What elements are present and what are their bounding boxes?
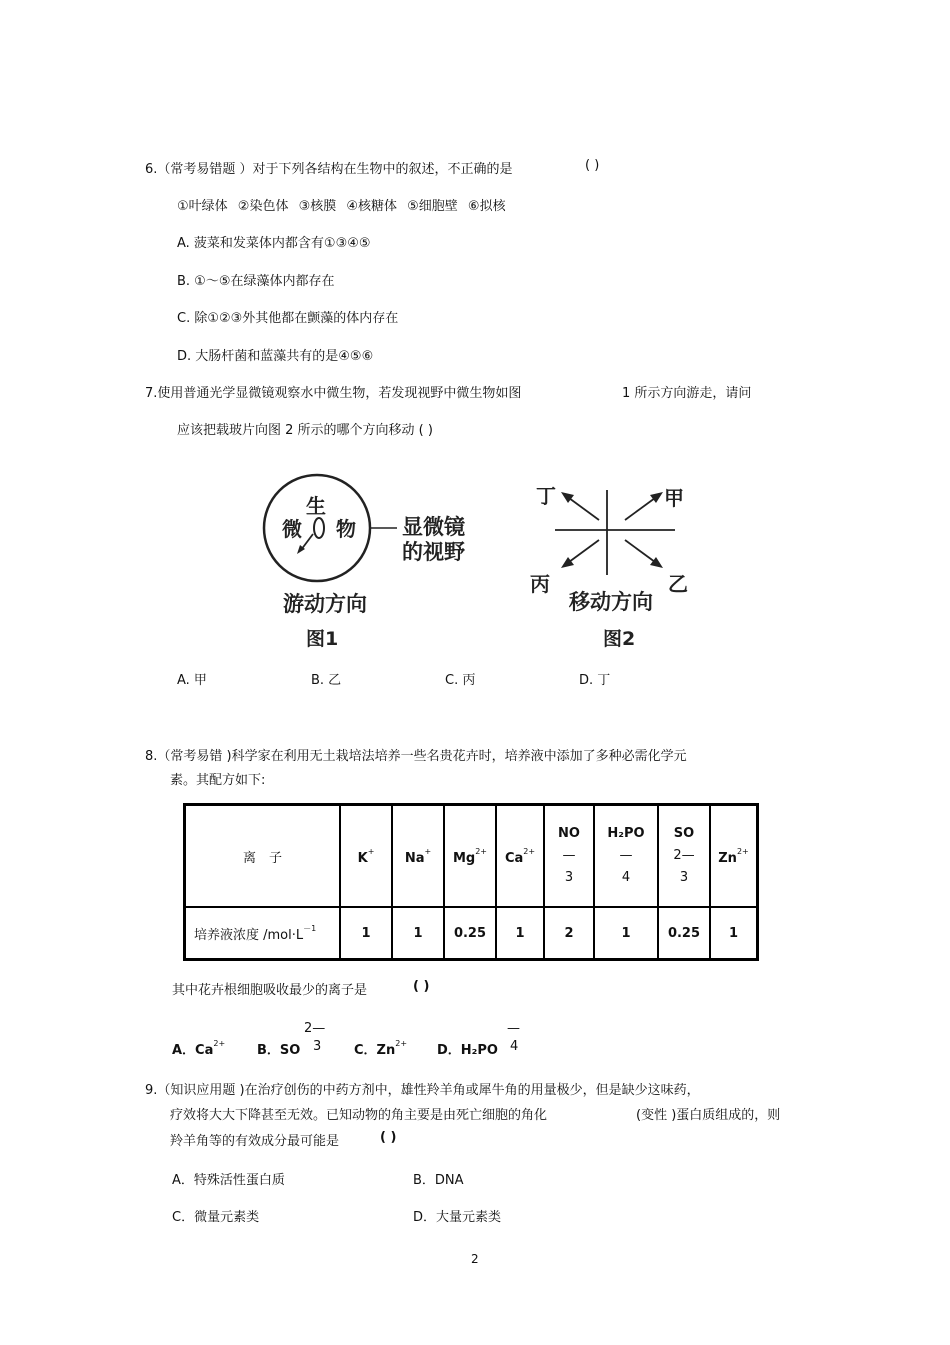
q6-option-d: D. 大肠杆菌和蓝藻共有的是④⑤⑥	[177, 349, 374, 364]
q8-option-a-text: A．Ca	[172, 1043, 214, 1058]
q7-option-d: D. 丁	[579, 673, 611, 688]
concentration-value: 1	[496, 907, 544, 960]
q7-line1a: 7.使用普通光学显微镜观察水中微生物，若发现视野中微生物如图	[145, 386, 522, 401]
concentration-value: 1	[594, 907, 658, 960]
q7-option-a: A. 甲	[177, 673, 207, 688]
q8-option-b-subscript: 3	[313, 1039, 322, 1054]
fig2-char-jia: 甲	[664, 486, 684, 510]
q9-option-b: B．DNA	[413, 1173, 464, 1188]
ion-charge: 2+	[475, 846, 488, 856]
q7-line1b: 1 所示方向游走，请问	[622, 386, 752, 401]
fig1-label-microscope: 显微镜	[402, 515, 465, 539]
fig2-char-yi: 乙	[668, 572, 688, 596]
q9-line1: 9.（知识应用题 )在治疗创伤的中药方剂中，雄性羚羊角或犀牛角的用量极少，但是缺少这味药，	[145, 1083, 700, 1098]
ion-name: Mg	[452, 850, 476, 866]
ion-cell	[658, 805, 710, 908]
q9-option-c: C．微量元素类	[172, 1210, 260, 1225]
fig2-char-bing: 丙	[530, 572, 550, 596]
q7-option-b: B. 乙	[311, 673, 342, 688]
q8-question: 其中花卉根细胞吸收最少的离子是	[172, 983, 368, 998]
ion-cell	[544, 805, 594, 908]
q9-line2a: 疗效将大大下降甚至无效。已知动物的角主要是由死亡细胞的角化	[170, 1108, 548, 1123]
concentration-value: 0.25	[444, 907, 496, 960]
fig2-caption: 移动方向	[569, 590, 653, 614]
concentration-label-cell	[185, 907, 341, 960]
concentration-value: 2	[544, 907, 594, 960]
q8-line1: 8.（常考易错 )科学家在利用无土栽培法培养一些名贵花卉时，培养液中添加了多种必需化学元	[145, 749, 687, 764]
fig2-char-ding: 丁	[536, 484, 556, 508]
ion-cell	[444, 805, 496, 908]
q8-option-b-charge: 2—	[304, 1021, 326, 1036]
q6-stem: 6.（常考易错题 ）对于下列各结构在生物中的叙述，不正确的是	[145, 162, 513, 177]
ion-table-concentration-row	[185, 907, 758, 960]
ion-cell	[594, 805, 658, 908]
fig1-char-wu: 物	[336, 517, 356, 541]
q7-line2: 应该把载玻片向图 2 所示的哪个方向移动 ( )	[177, 423, 433, 438]
q6-blank: ( )	[585, 158, 600, 173]
q6-option-c: C. 除①②③外其他都在颤藻的体内存在	[177, 311, 399, 326]
fig1-label-field: 的视野	[402, 540, 465, 564]
concentration-label: 培养液浓度 /mol·L	[194, 928, 304, 943]
q8-option-d: D．H₂PO	[437, 1043, 498, 1058]
ion-cell	[392, 805, 444, 908]
concentration-unit-exp: －1	[303, 924, 317, 933]
ion-charge: —	[619, 848, 633, 863]
ion-table-header-row	[185, 805, 758, 908]
concentration-value: 1	[340, 907, 392, 960]
q8-option-b: B．SO	[257, 1043, 301, 1058]
q8-option-c	[354, 1039, 407, 1058]
q8-option-d-charge: —	[507, 1021, 520, 1036]
ion-label-cell	[185, 805, 341, 908]
ion-charge: 2—	[673, 848, 695, 863]
q8-option-c-text: C．Zn	[354, 1043, 396, 1058]
q8-option-c-charge: 2+	[395, 1039, 408, 1048]
q8-blank: ( )	[413, 979, 430, 994]
q6-option-b: B. ①～⑤在绿藻体内都存在	[177, 274, 335, 289]
q9-option-d: D．大量元素类	[413, 1210, 502, 1225]
ion-formula: H₂PO	[607, 826, 645, 841]
page-number: 2	[471, 1252, 479, 1266]
ion-name: Na	[404, 850, 425, 866]
fig1-caption: 游动方向	[283, 592, 367, 616]
q9-line3: 羚羊角等的有效成分最可能是	[170, 1134, 340, 1149]
ion-name: Ca	[504, 850, 524, 866]
ion-cell	[710, 805, 758, 908]
q8-option-d-subscript: 4	[510, 1039, 519, 1054]
ion-charge: +	[367, 846, 375, 856]
ion-charge: 2+	[736, 846, 749, 856]
ion-subscript: 3	[679, 870, 689, 885]
ion-subscript: 4	[621, 870, 631, 885]
ion-table	[183, 803, 759, 961]
ion-subscript: 3	[564, 870, 574, 885]
concentration-value: 1	[392, 907, 444, 960]
concentration-value: 0.25	[658, 907, 710, 960]
fig1-char-wei: 微	[282, 517, 302, 541]
fig1-char-sheng: 生	[306, 494, 326, 518]
ion-name: K	[357, 850, 368, 866]
q8-option-a-charge: 2+	[213, 1039, 226, 1048]
concentration-value: 1	[710, 907, 758, 960]
ion-charge: 2+	[523, 846, 536, 856]
ion-cell	[496, 805, 544, 908]
ion-formula: NO	[558, 826, 580, 841]
q9-blank: ( )	[380, 1130, 397, 1145]
ion-label: 离 子	[242, 850, 282, 866]
q8-line2: 素。其配方如下:	[170, 773, 266, 788]
q9-option-a: A．特殊活性蛋白质	[172, 1173, 285, 1188]
ion-charge: —	[562, 848, 576, 863]
q9-line2b: (变性 )蛋白质组成的，则	[636, 1108, 781, 1123]
fig1-name: 图1	[306, 628, 339, 650]
q6-structures: ①叶绿体 ②染色体 ③核膜 ④核糖体 ⑤细胞壁 ⑥拟核	[177, 199, 506, 214]
ion-cell	[340, 805, 392, 908]
ion-charge: +	[424, 846, 432, 856]
ion-formula: SO	[673, 826, 695, 841]
q6-option-a: A. 菠菜和发菜体内都含有①③④⑤	[177, 236, 371, 251]
q8-option-a	[172, 1039, 225, 1058]
ion-name: Zn	[718, 850, 737, 866]
q7-option-c: C. 丙	[445, 673, 476, 688]
fig2-name: 图2	[603, 628, 636, 650]
